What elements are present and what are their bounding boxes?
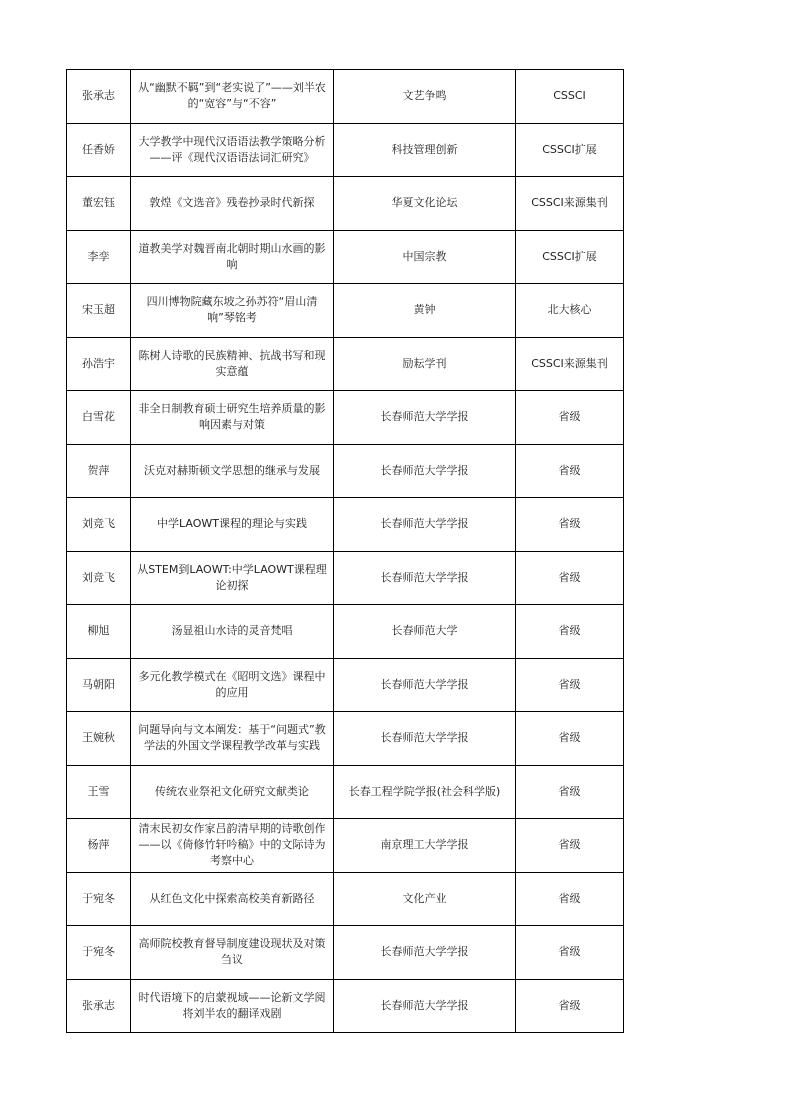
table-row xyxy=(67,123,624,177)
paper-title-cell: 中学LAOWT课程的理论与实践 xyxy=(131,498,334,552)
table-row xyxy=(67,658,624,712)
table-body xyxy=(67,70,624,1033)
level-cell: CSSCI扩展 xyxy=(516,123,624,177)
author-cell: 于宛冬 xyxy=(67,872,131,926)
journal-cell: 黄钟 xyxy=(334,284,516,338)
level-cell: 省级 xyxy=(516,926,624,980)
paper-title-cell: 清末民初女作家吕韵清早期的诗歌创作——以《倚修竹轩吟稿》中的文际诗为考察中心 xyxy=(131,819,334,873)
table-row xyxy=(67,551,624,605)
table-row xyxy=(67,979,624,1033)
table-row xyxy=(67,712,624,766)
paper-title-cell: 传统农业祭祀文化研究文献类论 xyxy=(131,765,334,819)
level-cell: 省级 xyxy=(516,658,624,712)
level-cell: 省级 xyxy=(516,765,624,819)
table-row xyxy=(67,444,624,498)
journal-cell: 科技管理创新 xyxy=(334,123,516,177)
table-row xyxy=(67,70,624,124)
level-cell: 省级 xyxy=(516,551,624,605)
level-cell: CSSCI来源集刊 xyxy=(516,337,624,391)
author-cell: 董宏钰 xyxy=(67,177,131,231)
paper-title-cell: 多元化教学模式在《昭明文选》课程中的应用 xyxy=(131,658,334,712)
level-cell: 省级 xyxy=(516,391,624,445)
level-cell: 省级 xyxy=(516,712,624,766)
paper-title-cell: 敦煌《文选音》残卷抄录时代新探 xyxy=(131,177,334,231)
author-cell: 任香娇 xyxy=(67,123,131,177)
level-cell: 省级 xyxy=(516,872,624,926)
author-cell: 马朝阳 xyxy=(67,658,131,712)
paper-title-cell: 高师院校教育督导制度建设现状及对策刍议 xyxy=(131,926,334,980)
table-row xyxy=(67,230,624,284)
journal-cell: 长春师范大学学报 xyxy=(334,551,516,605)
journal-cell: 长春师范大学学报 xyxy=(334,712,516,766)
paper-title-cell: 沃克对赫斯顿文学思想的继承与发展 xyxy=(131,444,334,498)
paper-title-cell: 陈树人诗歌的民族精神、抗战书写和现实意蕴 xyxy=(131,337,334,391)
table-row xyxy=(67,337,624,391)
journal-cell: 长春师范大学学报 xyxy=(334,658,516,712)
level-cell: 省级 xyxy=(516,979,624,1033)
level-cell: 省级 xyxy=(516,605,624,659)
journal-cell: 长春工程学院学报(社会科学版) xyxy=(334,765,516,819)
author-cell: 贺萍 xyxy=(67,444,131,498)
journal-cell: 文艺争鸣 xyxy=(334,70,516,124)
author-cell: 于宛冬 xyxy=(67,926,131,980)
table-row xyxy=(67,177,624,231)
author-cell: 刘竞飞 xyxy=(67,551,131,605)
level-cell: CSSCI扩展 xyxy=(516,230,624,284)
paper-title-cell: 道教美学对魏晋南北朝时期山水画的影响 xyxy=(131,230,334,284)
journal-cell: 文化产业 xyxy=(334,872,516,926)
level-cell: CSSCI来源集刊 xyxy=(516,177,624,231)
paper-title-cell: 从红色文化中探索高校美育新路径 xyxy=(131,872,334,926)
table-row xyxy=(67,605,624,659)
level-cell: 北大核心 xyxy=(516,284,624,338)
table-row xyxy=(67,926,624,980)
level-cell: 省级 xyxy=(516,444,624,498)
table-row xyxy=(67,872,624,926)
paper-title-cell: 非全日制教育硕士研究生培养质量的影响因素与对策 xyxy=(131,391,334,445)
paper-title-cell: 时代语境下的启蒙视域——论新文学阅将刘半农的翻译戏剧 xyxy=(131,979,334,1033)
journal-cell: 南京理工大学学报 xyxy=(334,819,516,873)
author-cell: 张承志 xyxy=(67,70,131,124)
journal-cell: 励耘学刊 xyxy=(334,337,516,391)
journal-cell: 长春师范大学学报 xyxy=(334,926,516,980)
journal-cell: 中国宗教 xyxy=(334,230,516,284)
table-row xyxy=(67,819,624,873)
author-cell: 柳旭 xyxy=(67,605,131,659)
journal-cell: 华夏文化论坛 xyxy=(334,177,516,231)
level-cell: CSSCI xyxy=(516,70,624,124)
level-cell: 省级 xyxy=(516,819,624,873)
author-cell: 王婉秋 xyxy=(67,712,131,766)
journal-cell: 长春师范大学学报 xyxy=(334,391,516,445)
author-cell: 孙浩宇 xyxy=(67,337,131,391)
paper-title-cell: 问题导向与文本阐发：基于“问题式”教学法的外国文学课程教学改革与实践 xyxy=(131,712,334,766)
paper-title-cell: 大学教学中现代汉语语法教学策略分析——评《现代汉语语法词汇研究》 xyxy=(131,123,334,177)
journal-cell: 长春师范大学 xyxy=(334,605,516,659)
table-row xyxy=(67,765,624,819)
journal-cell: 长春师范大学学报 xyxy=(334,444,516,498)
paper-title-cell: 四川博物院藏东坡之孙苏符“眉山清响”琴铭考 xyxy=(131,284,334,338)
table-row xyxy=(67,498,624,552)
paper-title-cell: 从“幽默不羁”到“老实说了”——刘半农的“宽容”与“不容” xyxy=(131,70,334,124)
author-cell: 宋玉超 xyxy=(67,284,131,338)
author-cell: 刘竞飞 xyxy=(67,498,131,552)
journal-cell: 长春师范大学学报 xyxy=(334,979,516,1033)
table-row xyxy=(67,391,624,445)
author-cell: 李孪 xyxy=(67,230,131,284)
journal-cell: 长春师范大学学报 xyxy=(334,498,516,552)
table-row xyxy=(67,284,624,338)
author-cell: 王雪 xyxy=(67,765,131,819)
paper-title-cell: 汤显祖山水诗的灵音梵唱 xyxy=(131,605,334,659)
author-cell: 杨萍 xyxy=(67,819,131,873)
publication-table xyxy=(66,69,624,1033)
author-cell: 白雪花 xyxy=(67,391,131,445)
level-cell: 省级 xyxy=(516,498,624,552)
author-cell: 张承志 xyxy=(67,979,131,1033)
paper-title-cell: 从STEM到LAOWT:中学LAOWT课程理论初探 xyxy=(131,551,334,605)
